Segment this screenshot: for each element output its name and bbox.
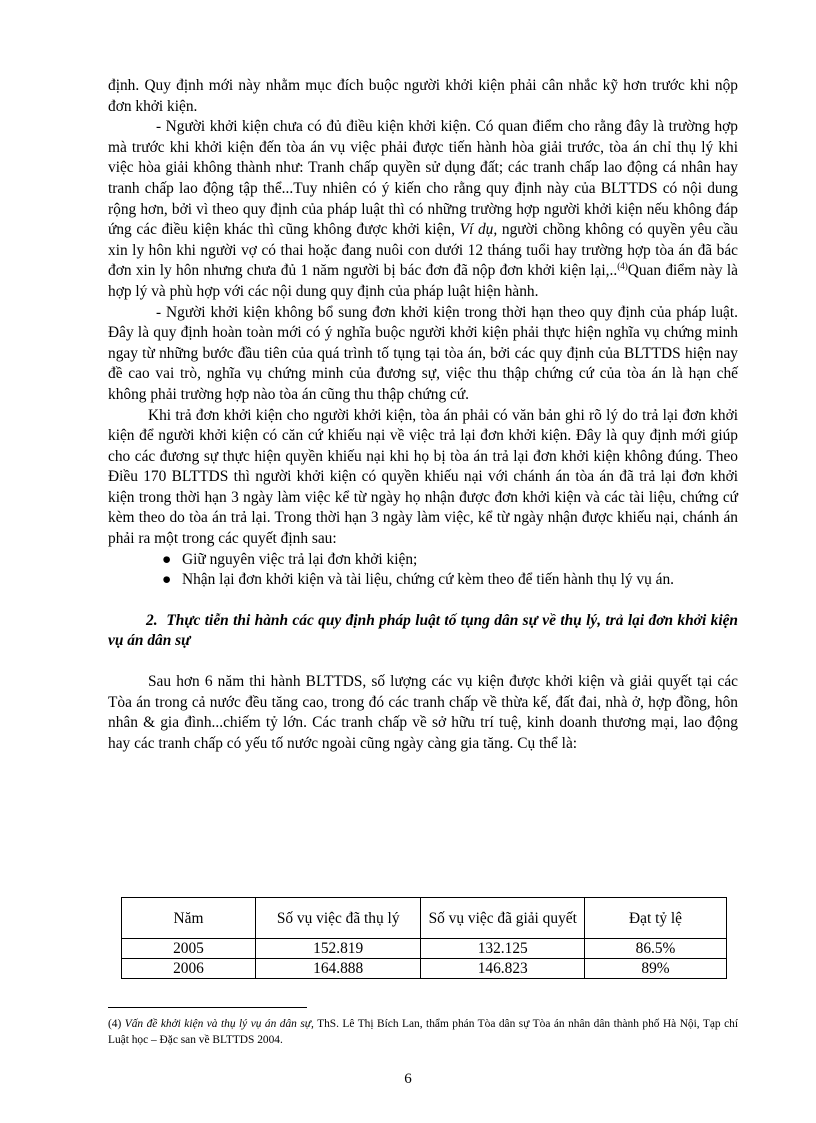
table-header-cell: Số vụ việc đã thụ lý [255, 898, 421, 939]
list-item-text: Giữ nguyên việc trả lại đơn khởi kiện; [182, 550, 418, 568]
paragraph-no-supplement: - Người khởi kiện không bổ sung đơn khởi kiện trong thời hạn theo quy định của pháp luật. Đây là quy định hoàn toàn mới có ý nghĩa buộc người khởi kiện phải thực hiện nghĩa vụ chứng minh ngay từ những bước đầu tiên của quá trình tố tụng tại tòa án, bởi các quy định của BLTTDS hiện nay đề cao vai trò, nghĩa vụ chứng minh của đương sự, việc thu thập chứng cứ của tòa án là hạn chế không phải trường hợp nào tòa án cũng thu thập chứng cứ. [108, 303, 738, 403]
table-cell: 132.125 [421, 939, 585, 959]
footnote-title: Vấn đề khởi kiện và thụ lý vụ án dân sự, [124, 1018, 314, 1030]
footnote [108, 1016, 738, 1048]
document-body [108, 76, 738, 754]
table-row [122, 959, 727, 979]
footnote-divider [108, 1007, 307, 1008]
list-item-text: Nhận lại đơn khởi kiện và tài liệu, chứng cứ kèm theo để tiến hành thụ lý vụ án. [182, 571, 674, 589]
page-number: 6 [404, 1071, 412, 1087]
table-header-row [122, 898, 727, 939]
table-cell: 2005 [122, 939, 256, 959]
table-cell: 86.5% [585, 939, 727, 959]
paragraph-statistics-intro: Sau hơn 6 năm thi hành BLTTDS, số lượng các vụ kiện được khởi kiện và giải quyết tại các Tòa án trong cả nước đều tăng cao, trong đó các tranh chấp về thừa kế, đất đai, nhà ở, hợp đồng, hôn nhân & gia đình...chiếm tỷ lớn. Các tranh chấp về sở hữu trí tuệ, kinh doanh thương mại, lao động hay các tranh chấp có yếu tố nước ngoài cũng ngày càng gia tăng. Cụ thể là: [108, 673, 738, 752]
bullet-icon: ● [162, 571, 172, 589]
table-cell: 152.819 [255, 939, 421, 959]
section-number: 2. [146, 611, 158, 629]
paragraph-text: người chồng không có quyền yêu cầu xin ly hôn khi người vợ có thai hoặc đang nuôi con dưới 12 tháng tuổi hay trường hợp tòa án đã bác đơn xin ly hôn nhưng chưa đủ 1 năm người bị bác đơn đã nộp đơn khởi kiện lại,.. [108, 221, 738, 280]
table-header-cell: Năm [122, 898, 256, 939]
section-title: Thực tiễn thi hành các quy định pháp luật tố tụng dân sự về thụ lý, trả lại đơn khởi kiện vụ án dân sự [108, 611, 738, 650]
paragraph-continuation: định. Quy định mới này nhằm mục đích buộc người khởi kiện phải cân nhắc kỹ hơn trước khi nộp đơn khởi kiện. [108, 77, 738, 115]
example-label: Ví dụ, [459, 221, 498, 239]
decision-list [108, 550, 738, 591]
list-item [108, 570, 738, 591]
bullet-icon: ● [162, 550, 172, 568]
paragraph-text: - Người khởi kiện chưa có đủ điều kiện khởi kiện. Có quan điểm cho rằng đây là trường hợp mà trước khi khởi kiện đến tòa án vụ việc phải được tiến hành hòa giải trước, tòa án chỉ thụ lý khi việc hòa giải không thành như: Tranh chấp quyền sử dụng đất; các tranh chấp lao động cá nhân hay tranh chấp lao động tập thể...Tuy nhiên có ý kiến cho rằng quy định này của BLTTDS có nội dung rộng hơn, bởi vì theo quy định của pháp luật thì có những trường hợp người khởi kiện nếu không đáp ứng các điều kiện khác thì cũng không được khởi kiện, [108, 118, 738, 239]
footnote-marker: (4) [108, 1018, 122, 1030]
case-statistics-table [121, 897, 727, 979]
table-cell: 146.823 [421, 959, 585, 979]
table-cell: 89% [585, 959, 727, 979]
paragraph-text: Quan điểm này là hợp lý và phù hợp với các nội dung quy định của pháp luật hiện hành. [108, 262, 739, 300]
table-header-cell: Đạt tỷ lệ [585, 898, 727, 939]
table-row [122, 939, 727, 959]
paragraph-return-petition: Khi trả đơn khởi kiện cho người khởi kiện, tòa án phải có văn bản ghi rõ lý do trả lại đơn khởi kiện để người khởi kiện có căn cứ khiếu nại về việc trả lại đơn khởi kiện. Đây là quy định mới giúp cho các đương sự thực hiện quyền khiếu nại khi họ bị tòa án trả lại đơn khởi kiện không đúng. Theo Điều 170 BLTTDS thì người khởi kiện có quyền khiếu nại với chánh án tòa án đã trả lại đơn khởi kiện trong thời hạn 3 ngày làm việc kể từ ngày họ nhận được đơn khởi kiện và các tài liệu, chứng cứ kèm theo do tòa án trả lại. Trong thời hạn 3 ngày làm việc, kể từ ngày nhận được khiếu nại, chánh án phải ra một trong các quyết định sau: [108, 406, 738, 548]
footnote-reference: (4) [617, 261, 628, 272]
table-header-cell: Số vụ việc đã giải quyết [421, 898, 585, 939]
paragraph-condition-not-met [108, 117, 738, 302]
spacer [108, 652, 738, 672]
section-heading [108, 611, 738, 652]
table-cell: 2006 [122, 959, 256, 979]
table-cell: 164.888 [255, 959, 421, 979]
footnote-text: ThS. Lê Thị Bích Lan, thẩm phán Tòa dân sự Tòa án nhân dân thành phố Hà Nội, Tạp chí Luật học – Đặc san về BLTTDS 2004. [108, 1018, 738, 1046]
list-item [108, 550, 738, 571]
